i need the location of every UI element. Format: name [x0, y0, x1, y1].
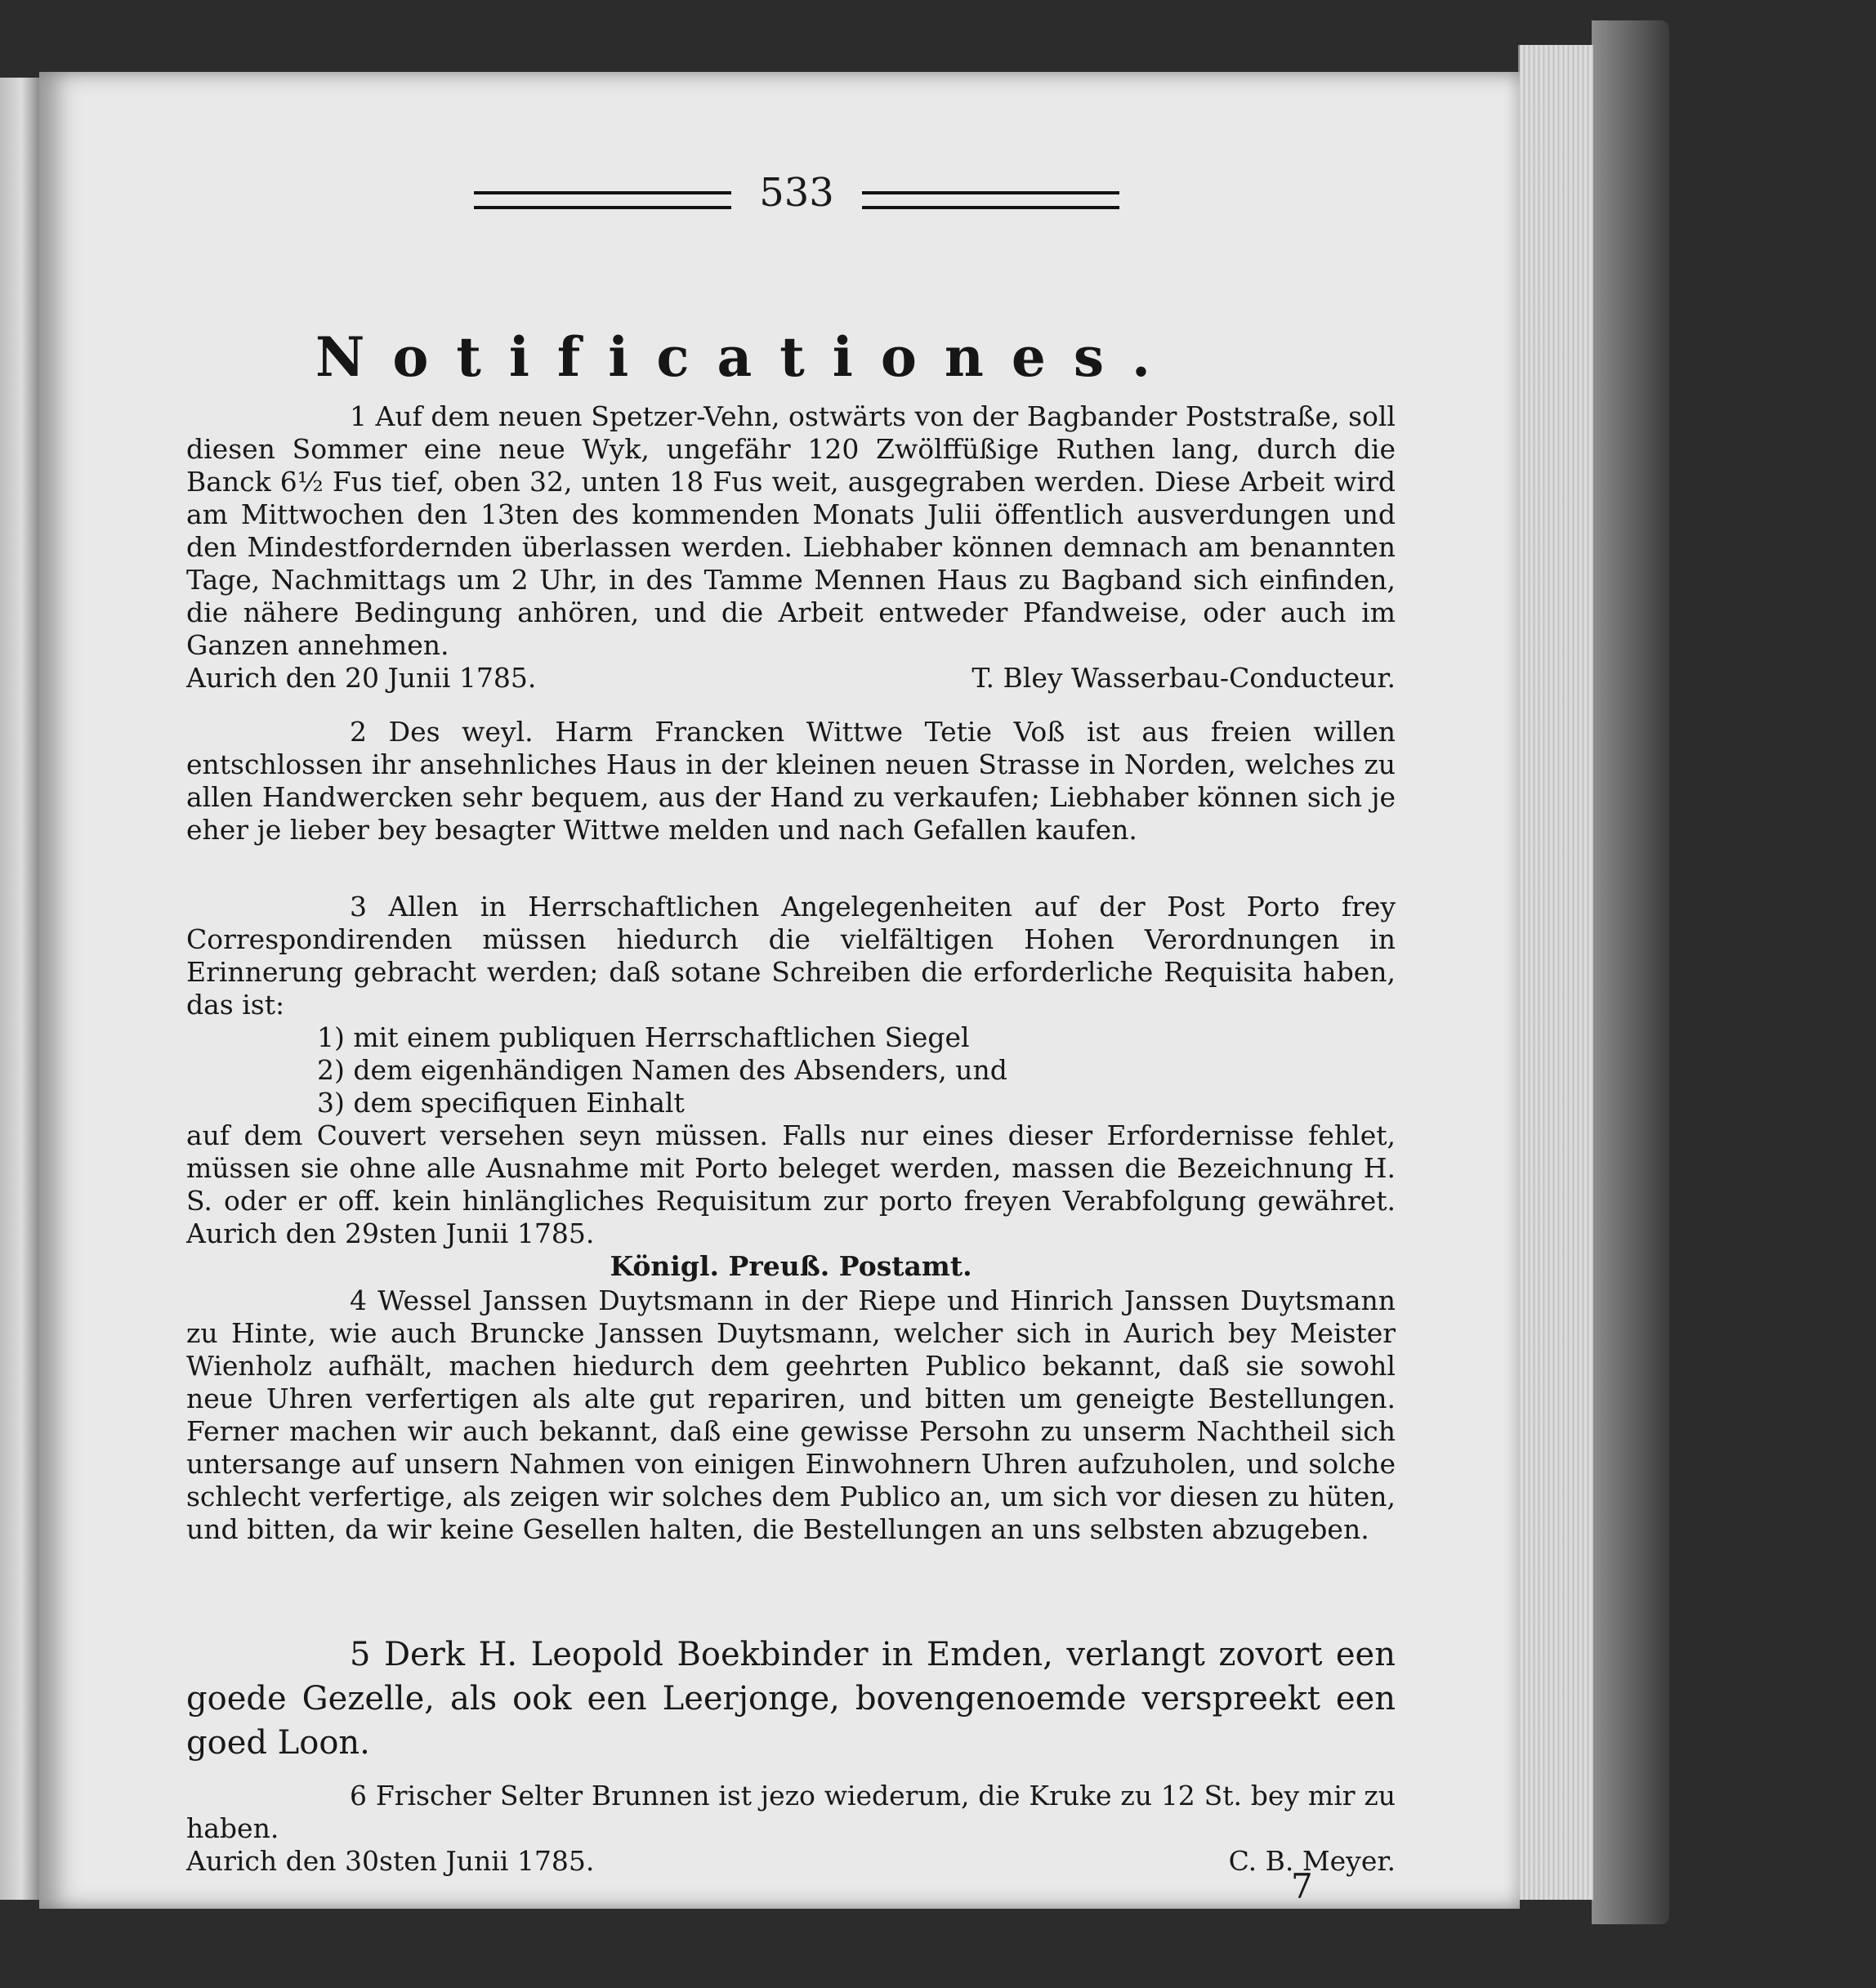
notice-3-requirements	[317, 1021, 1396, 1119]
book-page	[39, 72, 1520, 1909]
notice-1-text: 1 Auf dem neuen Spetzer-Vehn, ostwärts von der Bagbander Poststraße, soll diesen Sommer eine neue Wyk, ungefähr 120 Zwölffüßige Ruthen lang, durch die Banck 6½ Fus tief, oben 32, unten 18 Fus weit, ausgegraben werden. Diese Arbeit wird am Mittwochen den 13ten des kommenden Monats Julii öffentlich ausverdungen und den Mindestfordernden überlassen werden. Liebhaber können demnach am benannten Tage, Nachmittags um 2 Uhr, in des Tamme Mennen Haus zu Bagband sich einfinden, die nähere Bedingung anhören, und die Arbeit entweder Pfandweise, oder auch im Ganzen annehmen.	[186, 400, 1396, 661]
notice-6	[186, 1780, 1396, 1878]
notice-4-text: 4 Wessel Janssen Duytsmann in der Riepe und Hinrich Janssen Duytsmann zu Hinte, wie auch Bruncke Janssen Duytsmann, welcher sich in Aurich bey Meister Wienholz aufhält, machen hiedurch dem geehrten Publico bekannt, daß sie sowohl neue Uhren verfertigen als alte gut repariren, und bitten um geneigte Bestellungen. Ferner machen wir auch bekannt, daß eine gewisse Persohn zu unserm Nachtheil sich untersange auf unsern Nahmen von einigen Einwohnern Uhren aufzuholen, und solche schlecht verfertige, als zeigen wir solches dem Publico an, um sich vor diesen zu hüten, und bitten, da wir keine Gesellen halten, die Bestellungen an uns selbsten abzugeben.	[186, 1284, 1396, 1545]
page-number: 533	[759, 170, 834, 216]
notice-6-signature: C. B. Meyer.	[1228, 1845, 1396, 1877]
page-title: Notificationes.	[315, 325, 1178, 389]
page-header	[474, 170, 1119, 219]
notice-5	[186, 1633, 1396, 1765]
notice-1-place-date: Aurich den 20 Junii 1785.	[186, 662, 537, 694]
list-item: 1) mit einem publiquen Herrschaftlichen Siegel	[317, 1021, 970, 1053]
notice-6-text: 6 Frischer Selter Brunnen ist jezo wiederum, die Kruke zu 12 St. bey mir zu haben.	[186, 1780, 1396, 1844]
notice-2	[186, 716, 1396, 847]
notice-3	[186, 891, 1396, 1283]
notice-3-intro: 3 Allen in Herrschaftlichen Angelegenheiten auf der Post Porto frey Correspondirenden müssen hiedurch die vielfältigen Hohen Verordnungen in Erinnerung gebracht werden; daß sotane Schreiben die erforderliche Requisita haben, das ist:	[186, 891, 1396, 1021]
notice-2-text: 2 Des weyl. Harm Francken Wittwe Tetie Voß ist aus freien willen entschlossen ihr ansehnliches Haus in der kleinen neuen Strasse in Norden, welches zu allen Handwercken sehr bequem, aus der Hand zu verkaufen; Liebhaber können sich je eher je lieber bey besagter Wittwe melden und nach Gefallen kaufen.	[186, 716, 1396, 846]
list-item: 2) dem eigenhändigen Namen des Absenders, und	[317, 1054, 1007, 1086]
list-item: 3) dem specifiquen Einhalt	[317, 1087, 685, 1119]
notice-3-outro: auf dem Couvert versehen seyn müssen. Falls nur eines dieser Erfordernisse fehlet, müssen sie ohne alle Ausnahme mit Porto beleget werden, massen die Bezeichnung H. S. oder er off. kein hinlängliches Requisitum zur porto freyen Verabfolgung gewähret. Aurich den 29sten Junii 1785.	[186, 1119, 1396, 1249]
notice-4	[186, 1284, 1396, 1546]
catchword: 7	[1291, 1866, 1313, 1906]
notice-6-place-date: Aurich den 30sten Junii 1785.	[186, 1845, 595, 1877]
book-cover	[1592, 20, 1669, 1924]
notice-1-closing	[186, 662, 1396, 695]
page-block-edge	[1518, 45, 1593, 1900]
notice-3-signature: Königl. Preuß. Postamt.	[610, 1250, 972, 1282]
notice-5-text: 5 Derk H. Leopold Boekbinder in Emden, verlangt zovort een goede Gezelle, als ook een Leerjonge, bovengenoemde verspreekt een goed Loon.	[186, 1636, 1396, 1762]
notice-1	[186, 400, 1396, 695]
notice-6-closing	[186, 1845, 1396, 1878]
header-rule-right	[862, 191, 1119, 209]
notice-1-signature: T. Bley Wasserbau-Conducteur.	[971, 662, 1396, 694]
